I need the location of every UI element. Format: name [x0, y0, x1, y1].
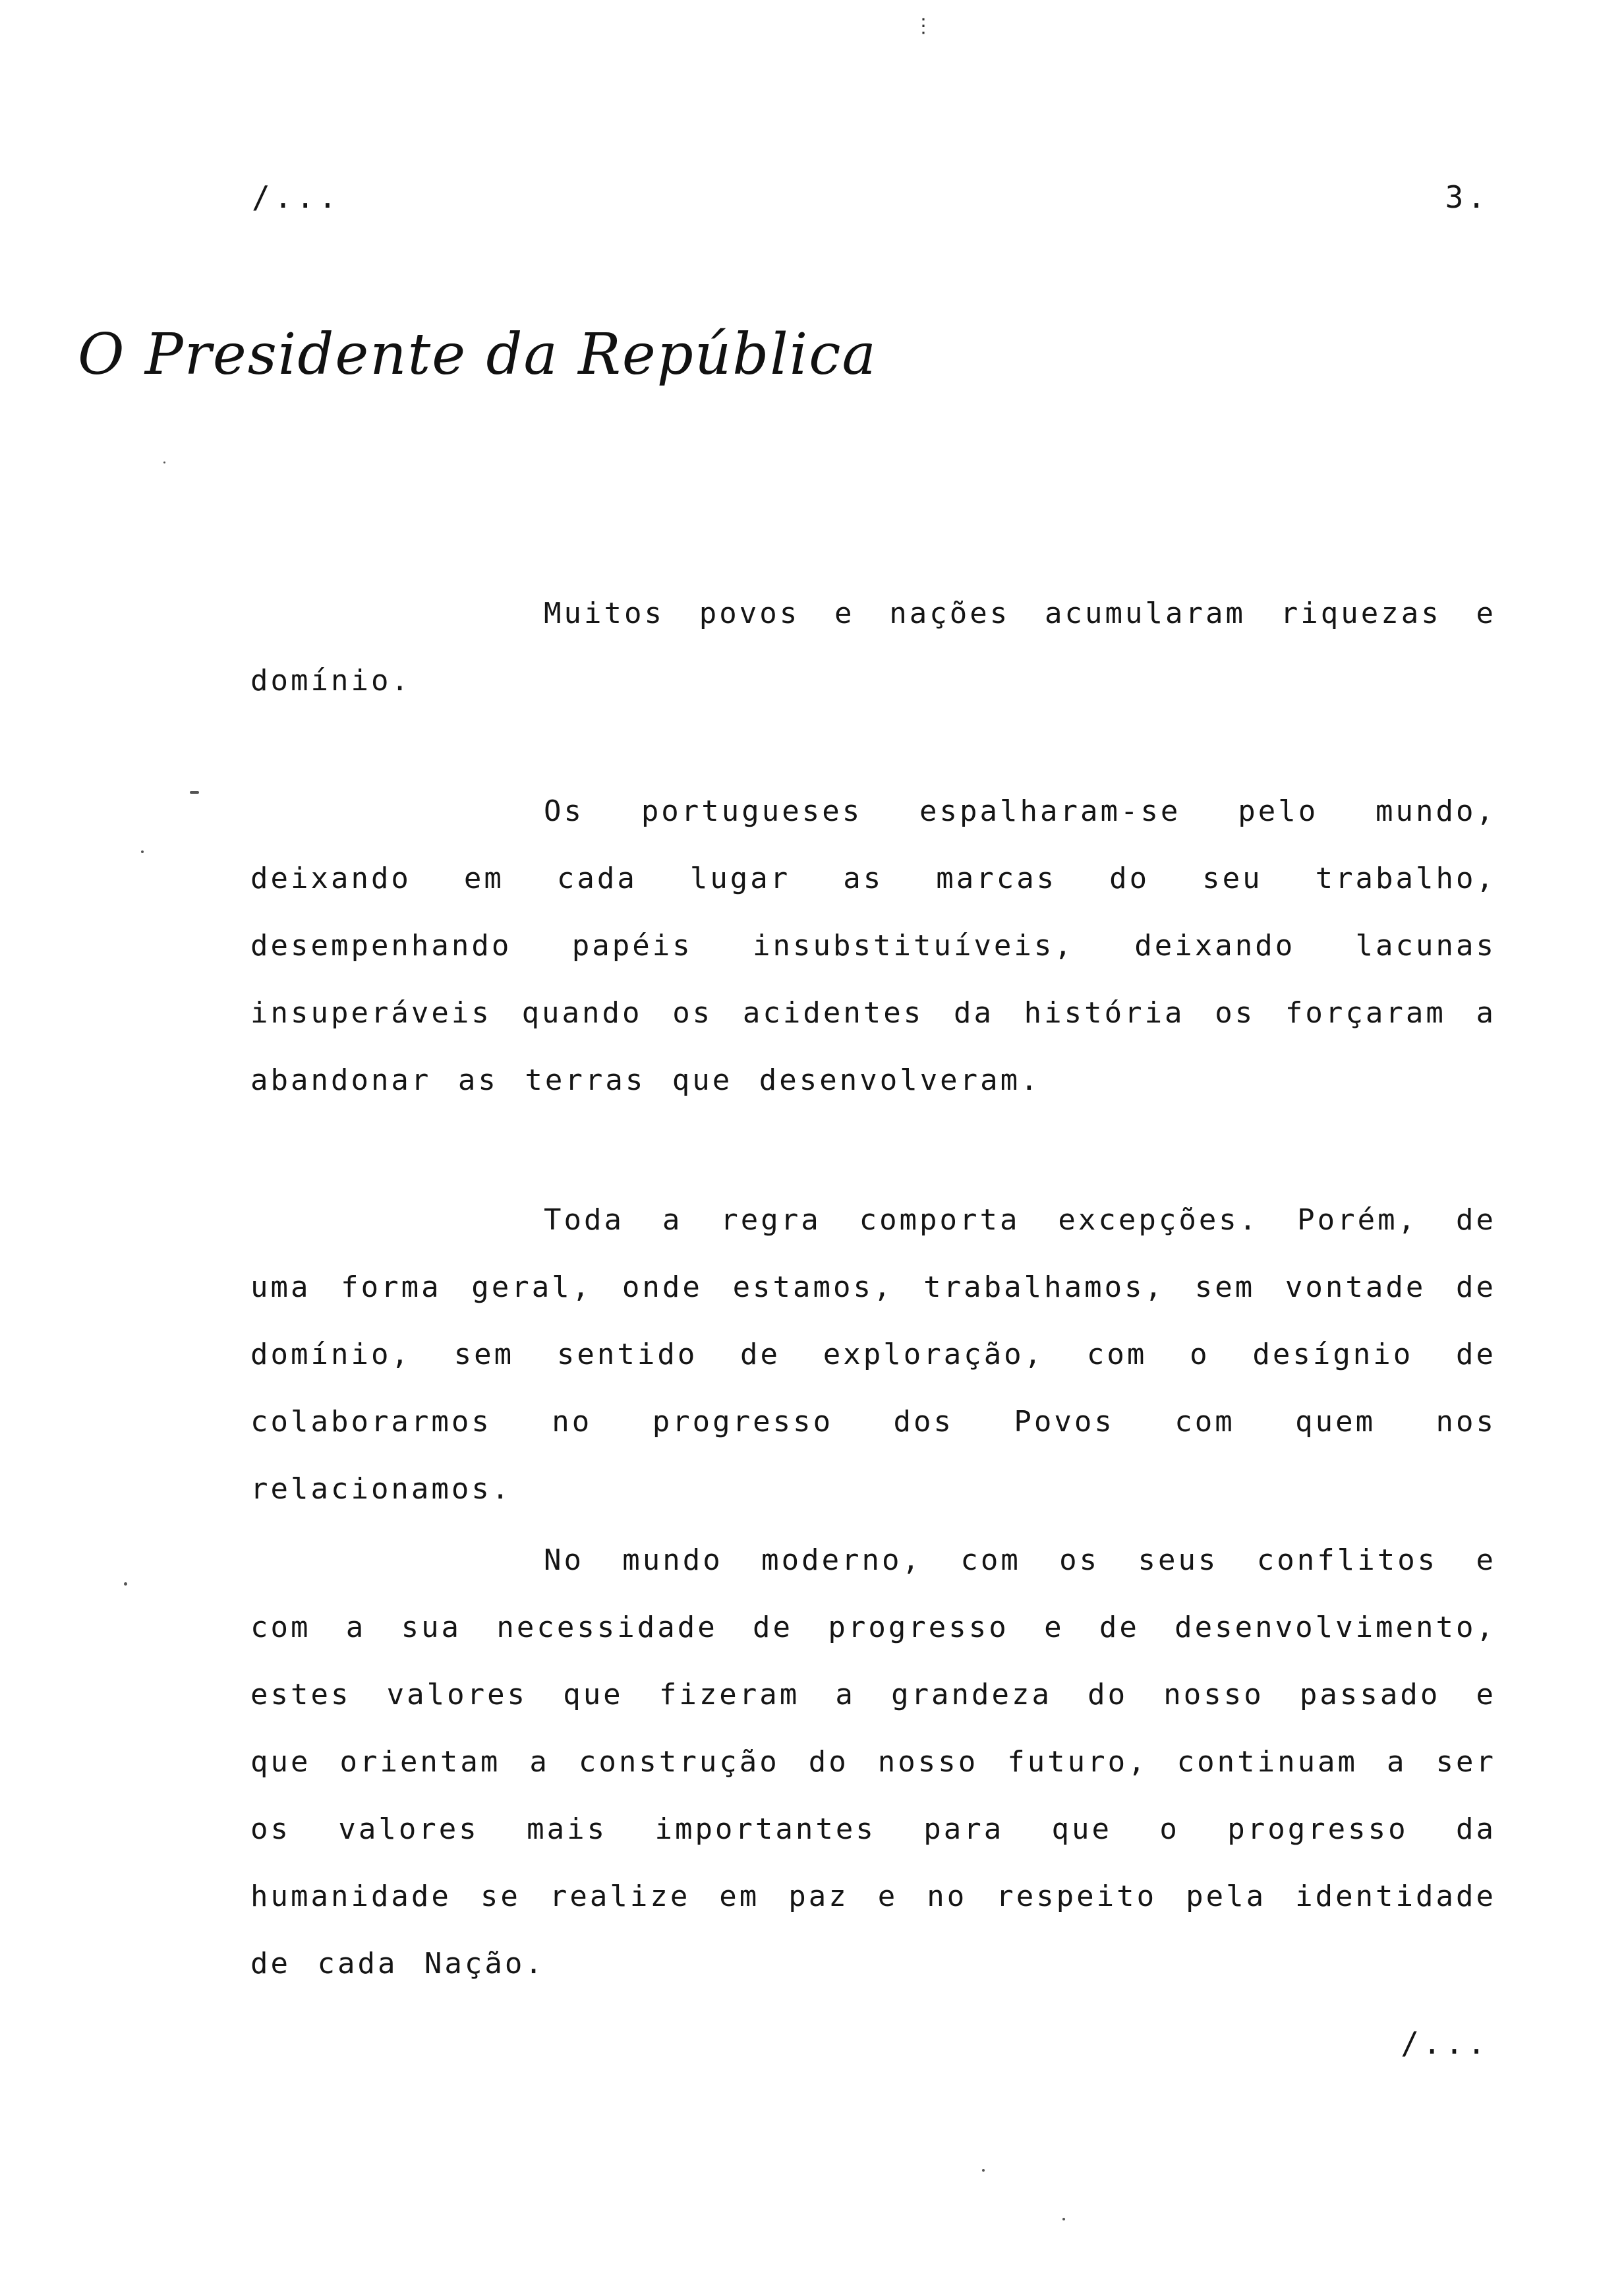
- paragraph-1: Muitos povos e nações acumularam riquezas e domínio.: [250, 597, 1496, 698]
- scan-speck: [163, 461, 165, 463]
- paragraph-4: No mundo moderno, com os seus conflitos e com a sua necessidade de progresso e de desenvolvimento, estes valores que fizeram a grandeza do nosso passado e que orientam a construção do nosso futuro, continuam a ser os valores mais importantes para que o progresso da humanidade se realize em paz e no respeito pela identidade de cada Nação.: [250, 1543, 1496, 1980]
- paragraph-2: Os portugueses espalharam-se pelo mundo, deixando em cada lugar as marcas do seu trabalho, desempenhando papéis insubstituíveis, deixando lacunas insuperáveis quando os acidentes da história os forçaram a abandonar as terras que desenvolveram.: [250, 794, 1496, 1097]
- scan-speck: [982, 2169, 985, 2172]
- scan-speck: [190, 791, 199, 794]
- scan-speck: [124, 1582, 127, 1586]
- continuation-mark-top: /...: [252, 179, 341, 215]
- scan-speck: [141, 850, 144, 853]
- letterhead-title: O Presidente da República: [78, 322, 877, 388]
- paragraph-3: Toda a regra comporta excepções. Porém, de uma forma geral, onde estamos, trabalhamos, sem vontade de domínio, sem sentido de exploração, com o desígnio de colaborarmos no progresso dos Povos com quem nos relacionamos.: [250, 1203, 1496, 1506]
- page-number: 3.: [1445, 179, 1490, 215]
- continuation-mark-bottom: /...: [1401, 2025, 1490, 2061]
- scan-speck: [1062, 2218, 1065, 2220]
- top-margin-mark: ⋮: [914, 15, 933, 38]
